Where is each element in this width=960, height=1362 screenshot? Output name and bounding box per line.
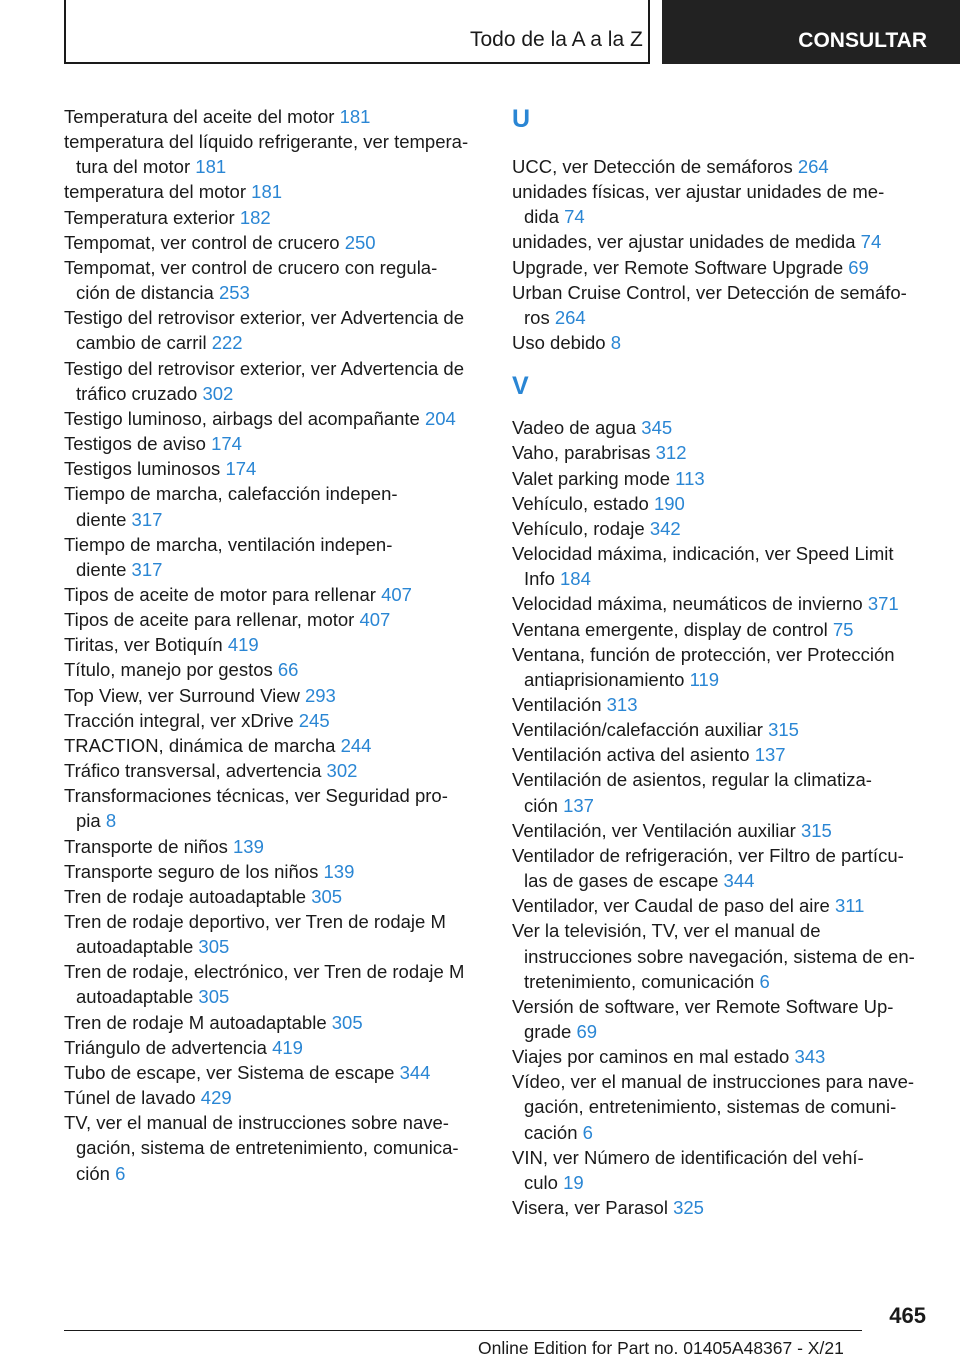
index-entry [64,205,482,230]
index-column-right [512,104,930,1220]
index-entry-text: Ventana emergente, display de control [512,618,833,640]
index-entry-text: culo [524,1171,564,1193]
index-entry-text: ción [76,1162,116,1184]
index-entry-text: Tren de rodaje deportivo, ver Tren de rodaje M [64,911,446,932]
index-entry-text: Transformaciones técnicas, ver Seguridad pro- [64,785,448,807]
index-entry-text: temperatura del líquido refrigerante, ver tempera- [64,131,469,153]
page-reference-link[interactable]: 119 [689,668,720,690]
index-entry-text: Tempomat, ver control de crucero [64,231,345,253]
page-reference-link[interactable]: 75 [832,618,854,640]
index-entry [64,179,482,204]
index-entry-text: Tiempo de marcha, ventilación indepen- [64,533,393,555]
page-reference-link[interactable]: 8 [610,332,622,354]
index-entry-text: dida [524,206,565,228]
index-entry-text: Tiempo de marcha, calefacción indepen- [64,483,398,505]
index-entry-text: antiaprisionamiento [524,668,690,690]
index-entry [512,717,930,742]
index-entry-text: temperatura del motor [64,181,252,203]
index-entry [64,783,482,833]
index-entry-text: tretenimiento, comunicación [524,970,760,992]
index-entry-text: Transporte seguro de los niños [64,860,324,882]
page-reference-link[interactable]: 190 [653,492,685,514]
index-entry-text: Tren de rodaje M autoadaptable [64,1011,332,1033]
index-entry [512,466,930,491]
index-entry [512,642,930,692]
index-entry [64,481,482,531]
page-reference-link[interactable]: 204 [424,407,456,429]
index-entry-text: Vaho, parabrisas [512,442,656,464]
index-entry [512,994,930,1044]
index-entry-text: Ventilador de refrigeración, ver Filtro de partícu- [512,844,904,866]
page-reference-link[interactable]: 305 [311,885,343,907]
index-entry [512,591,930,616]
index-entry-text: cambio de carril [76,332,212,354]
page-reference-link[interactable]: 139 [323,860,355,882]
index-entry-text: Ventilación activa del asiento [512,744,755,766]
index-entry-text: tura del motor [76,156,196,178]
index-entry [64,632,482,657]
index-entry-text: UCC, ver Detección de semáforos [512,156,798,177]
index-entry-text: Ventana, función de protección, ver Protección [512,643,895,665]
index-entry [512,818,930,843]
index-entry-text: Ventilador, ver Caudal de paso del aire [512,895,835,917]
index-entry-text: Visera, ver Parasol [512,1197,674,1219]
index-entry [512,1145,930,1195]
page-reference-link[interactable]: 264 [797,156,829,177]
index-entry-text: Ventilación [512,693,607,715]
page-reference-link[interactable]: 19 [563,1171,584,1193]
page-reference-link[interactable]: 325 [673,1197,704,1219]
index-entry [64,1085,482,1110]
page-reference-link[interactable]: 137 [754,744,786,766]
page-reference-link[interactable]: 66 [277,659,299,681]
index-entry-text: Título, manejo por gestos [64,659,278,681]
index-column-left [64,104,482,1186]
page-reference-link[interactable]: 293 [304,684,336,706]
index-entry [512,229,930,254]
index-entry-text: Tipos de aceite de motor para rellenar [64,583,382,605]
index-entry-text: pia [76,810,106,832]
index-entry [64,532,482,582]
index-entry-text: Ver la televisión, TV, ver el manual de [512,920,821,942]
index-entry [64,758,482,783]
header-rule-left [64,0,66,64]
page-reference-link[interactable]: 419 [272,1036,303,1058]
index-entry-text: tráfico cruzado [76,382,203,404]
index-entry-text: unidades, ver ajustar unidades de medida [512,231,861,253]
index-entry-text: ción [524,794,564,816]
page-number: 465 [889,1303,926,1328]
index-entry-text: Viajes por caminos en mal estado [512,1046,795,1068]
index-entry [64,356,482,406]
index-entry-text: Vadeo de agua [512,417,642,439]
index-entry [64,1110,482,1185]
index-entry-text: Temperatura del aceite del motor [64,106,340,127]
page-reference-link[interactable]: 69 [848,256,869,278]
page-reference-link[interactable]: 343 [794,1046,826,1068]
page-reference-link[interactable]: 8 [105,810,117,832]
page-reference-link[interactable]: 313 [606,693,638,715]
page-reference-link[interactable]: 407 [359,609,391,631]
index-entry-text: Upgrade, ver Remote Software Upgrade [512,256,849,278]
page-reference-link[interactable]: 74 [860,231,882,253]
index-entry [64,708,482,733]
page-reference-link[interactable]: 139 [233,835,264,857]
index-entry [512,1044,930,1069]
index-entry [512,516,930,541]
header-rule-bottom [64,62,650,64]
page-reference-link[interactable]: 317 [131,558,163,580]
page-reference-link[interactable]: 302 [326,760,358,782]
index-entry-text: Tipos de aceite para rellenar, motor [64,609,360,631]
index-entry [64,834,482,859]
index-entry-text: Info [524,568,560,590]
index-entry-text: Vídeo, ver el manual de instrucciones para nave- [512,1071,915,1093]
index-entry-text: Tubo de escape, ver Sistema de escape [64,1061,400,1083]
index-entry-text: Tren de rodaje, electrónico, ver Tren de rodaje M [64,961,465,983]
index-entry [512,918,930,993]
index-entry-text: autoadaptable [76,936,199,958]
page-reference-link[interactable]: 6 [115,1162,126,1184]
page-reference-link[interactable]: 6 [582,1121,593,1143]
page-reference-link[interactable]: 69 [576,1021,598,1042]
footer-edition-text: Online Edition for Part no. 01405A48367 - X/21 [478,1338,844,1358]
page-reference-link[interactable]: 137 [563,794,594,816]
page-reference-link[interactable]: 181 [251,181,283,203]
index-entry [512,1195,930,1220]
page-reference-link[interactable]: 174 [211,433,242,455]
index-entry-text: unidades físicas, ver ajustar unidades de me- [512,181,885,203]
page-reference-link[interactable]: 182 [239,206,271,228]
index-entry-text: grade [524,1021,577,1042]
index-entry [64,1010,482,1035]
index-entry-text: Testigo del retrovisor exterior, ver Advertencia de [64,307,464,329]
index-entry [512,1069,930,1144]
index-entry-text: Ventilación, ver Ventilación auxiliar [512,819,801,841]
index-entry [512,440,930,465]
index-entry-text: Urban Cruise Control, ver Detección de semáfo- [512,281,907,303]
index-entry-text: Testigos luminosos [64,458,226,480]
index-entry-text: Tempomat, ver control de crucero con regula- [64,256,438,278]
page-reference-link[interactable]: 315 [800,819,832,841]
index-entry [64,657,482,682]
page-reference-link[interactable]: 250 [344,231,376,253]
index-entry-text: Vehículo, estado [512,492,654,514]
index-entry [512,179,930,229]
page-reference-link[interactable]: 184 [560,568,591,590]
page-reference-link[interactable]: 342 [649,517,681,539]
index-entry [64,255,482,305]
page-reference-link[interactable]: 305 [198,986,230,1008]
index-entry-text: gación, entretenimiento, sistemas de comuni- [524,1096,897,1118]
page-reference-link[interactable]: 174 [225,458,257,480]
index-entry-text: Vehículo, rodaje [512,517,650,539]
index-entry [512,843,930,893]
page-reference-link[interactable]: 245 [298,709,330,731]
index-entry-text: Temperatura exterior [64,206,240,228]
index-entry-text: VIN, ver Número de identificación del vehí- [512,1146,864,1168]
page-reference-link[interactable]: 312 [655,442,687,464]
index-entry-text: Valet parking mode [512,467,676,489]
index-entry-text: las de gases de escape [524,870,724,892]
index-entry-text: Testigo luminoso, airbags del acompañante [64,407,425,429]
page-reference-link[interactable]: 371 [867,593,899,615]
index-entry-text: Tren de rodaje autoadaptable [64,885,312,907]
tab-consultar[interactable]: CONSULTAR [662,0,960,64]
section-letter-heading: U [512,105,531,133]
index-entry [64,104,482,129]
index-entry-text: Testigo del retrovisor exterior, ver Advertencia de [64,357,464,379]
index-entry-text: cación [524,1121,583,1143]
index-entry [512,255,930,280]
index-entry-text: instrucciones sobre navegación, sistema de en- [524,945,915,967]
page-reference-link[interactable]: 253 [218,282,250,304]
index-entry-text: Versión de software, ver Remote Software Up- [512,995,894,1017]
index-entry [64,909,482,959]
index-entry-text: Uso debido [512,332,611,354]
index-entry [64,683,482,708]
page-reference-link[interactable]: 407 [381,583,412,605]
page-reference-link[interactable]: 315 [768,719,799,741]
index-entry [64,959,482,1009]
index-entry-text: autoadaptable [76,986,199,1008]
index-entry-text: diente [76,558,132,580]
index-entry-text: Tiritas, ver Botiquín [64,634,228,656]
index-entry [512,692,930,717]
page-reference-link[interactable]: 181 [339,106,371,127]
page-reference-link[interactable]: 244 [340,734,372,756]
index-entry-text: Transporte de niños [64,835,233,857]
index-entry [512,154,930,179]
index-entry-text: ción de distancia [76,282,219,304]
index-entry [64,607,482,632]
index-entry-text: Tráfico transversal, advertencia [64,760,327,782]
page-reference-link[interactable]: 311 [834,895,865,917]
index-entry [64,582,482,607]
page-reference-link[interactable]: 344 [399,1061,431,1083]
index-entry-text: Velocidad máxima, neumáticos de invierno [512,593,868,615]
index-entry [64,1060,482,1085]
page-reference-link[interactable]: 345 [641,417,673,439]
page-reference-link[interactable]: 6 [759,970,770,992]
page-reference-link[interactable]: 74 [564,206,585,228]
index-entry-text: Ventilación de asientos, regular la climatiza- [512,769,872,791]
page-reference-link[interactable]: 344 [723,870,755,892]
tab-a-to-z[interactable]: Todo de la A a la Z [470,28,643,51]
index-entry [64,129,482,179]
index-entry [64,305,482,355]
footer-rule [64,1330,862,1331]
index-entry-text: Velocidad máxima, indicación, ver Speed Limit [512,543,894,565]
page-reference-link[interactable]: 317 [131,508,163,530]
index-entry [512,280,930,330]
index-entry-text: Top View, ver Surround View [64,684,305,706]
index-entry [64,406,482,431]
index-entry [64,431,482,456]
index-entry-text: gación, sistema de entretenimiento, comunica- [76,1137,459,1159]
index-entry-text: TRACTION, dinámica de marcha [64,734,341,756]
page-reference-link[interactable]: 181 [195,156,227,178]
page-reference-link[interactable]: 429 [200,1087,232,1109]
index-entry-text: Testigos de aviso [64,433,212,455]
index-entry-text: ros [524,306,555,328]
index-entry [512,742,930,767]
index-entry [512,893,930,918]
header-rule-right [648,0,650,64]
index-entry-text: diente [76,508,132,530]
index-entry [512,617,930,642]
index-entry [64,884,482,909]
page-reference-link[interactable]: 419 [227,634,259,656]
index-entry-text: Tracción integral, ver xDrive [64,709,299,731]
page-reference-link[interactable]: 305 [198,936,230,958]
section-letter-heading: V [512,372,529,401]
index-entry [512,541,930,591]
page-reference-link[interactable]: 305 [331,1011,363,1033]
page-reference-link[interactable]: 222 [211,332,243,354]
index-entry [512,491,930,516]
index-entry [64,456,482,481]
page-header [0,0,960,66]
index-entry [512,330,930,355]
index-entry [512,767,930,817]
index-entry [64,230,482,255]
page-reference-link[interactable]: 264 [554,306,586,328]
index-entry [512,415,930,440]
page-reference-link[interactable]: 113 [675,467,705,489]
index-entry [64,733,482,758]
index-entry [64,859,482,884]
page-reference-link[interactable]: 302 [202,382,234,404]
index-entry-text: TV, ver el manual de instrucciones sobre nave- [64,1112,449,1134]
index-entry-text: Triángulo de advertencia [64,1036,273,1058]
index-entry [64,1035,482,1060]
index-entry-text: Túnel de lavado [64,1087,201,1109]
index-entry-text: Ventilación/calefacción auxiliar [512,719,769,741]
